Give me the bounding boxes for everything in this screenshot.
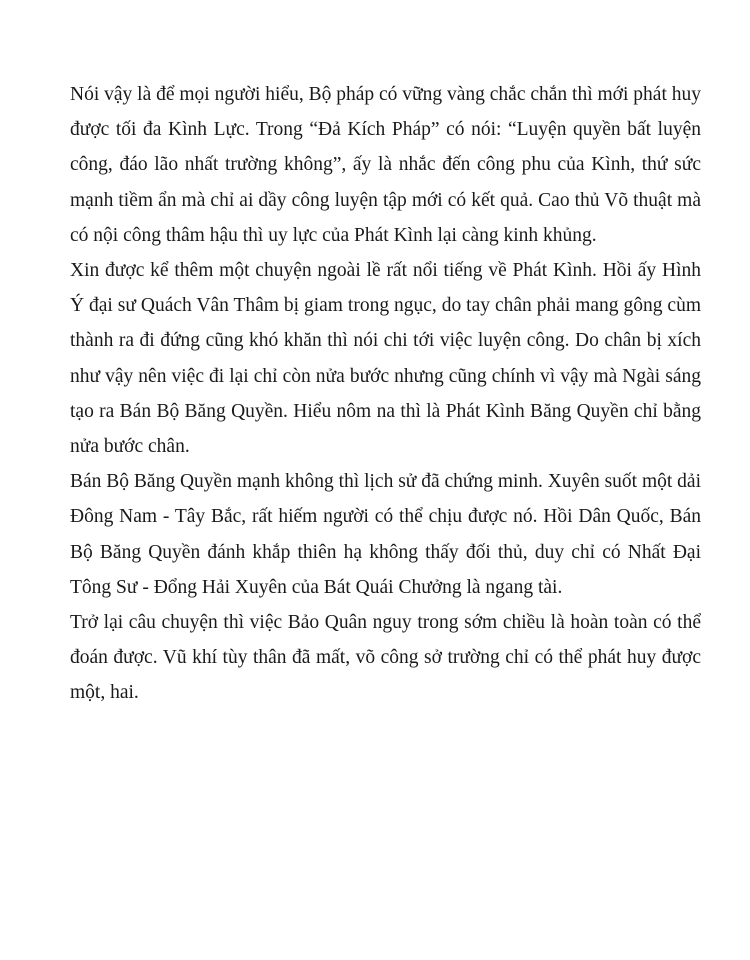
paragraph-4: Trở lại câu chuyện thì việc Bảo Quân nguy trong sớm chiều là hoàn toàn có thể đoán được. Vũ khí tùy thân đã mất, võ công sở trường chỉ có thể phát huy được một, hai. — [70, 612, 701, 704]
paragraph-2: Xin được kể thêm một chuyện ngoài lề rất nổi tiếng về Phát Kình. Hồi ấy Hình Ý đại sư Quách Vân Thâm bị giam trong ngục, do tay chân phải mang gông cùm thành ra đi đứng cũng khó khăn thì nói chi tới việc luyện công. Do chân bị xích như vậy nên việc đi lại chỉ còn nửa bước nhưng cũng chính vì vậy mà Ngài sáng tạo ra Bán Bộ Băng Quyền. Hiểu nôm na thì là Phát Kình Băng Quyền chỉ bằng nửa bước chân. — [70, 260, 701, 458]
paragraph-1: Nói vậy là để mọi người hiểu, Bộ pháp có vững vàng chắc chắn thì mới phát huy được tối đa Kình Lực. Trong “Đả Kích Pháp” có nói: “Luyện quyền bất luyện công, đáo lão nhất trường không”, ấy là nhắc đến công phu của Kình, thứ sức mạnh tiềm ẩn mà chỉ ai dầy công luyện tập mới có kết quả. Cao thủ Võ thuật mà có nội công thâm hậu thì uy lực của Phát Kình lại càng kinh khủng. — [70, 84, 701, 246]
paragraph-3: Bán Bộ Băng Quyền mạnh không thì lịch sử đã chứng minh. Xuyên suốt một dải Đông Nam - Tây Bắc, rất hiếm người có thể chịu được nó. Hồi Dân Quốc, Bán Bộ Băng Quyền đánh khắp thiên hạ không thấy đối thủ, duy chỉ có Nhất Đại Tông Sư - Đổng Hải Xuyên của Bát Quái Chưởng là ngang tài. — [70, 471, 701, 598]
